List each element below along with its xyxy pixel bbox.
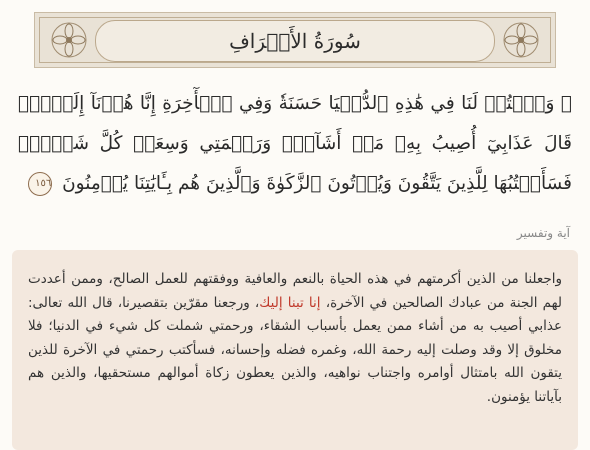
floral-ornament-icon [49, 20, 89, 60]
verse-text: ۞ وَٱكۡتُبۡ لَنَا فِي هَٰذِهِ ٱلدُّنۡيَا حَسَنَةٗ وَفِي ٱلۡأٓخِرَةِ إِنَّا هُدۡنَآ إِلَيۡكَۚ قَالَ عَذَابِيٓ أُصِيبُ بِهِۦ مَنۡ أَشَآءُۖ وَرَحۡمَتِي وَسِعَتۡ كُلَّ شَيۡءٖۚ فَسَأَكۡتُبُهَا لِلَّذِينَ يَتَّقُونَ وَيُؤۡتُونَ ٱلزَّكَوٰةَ وَٱلَّذِينَ هُم بِـَٔايَٰتِنَا يُؤۡمِنُونَ [18, 93, 572, 194]
section-label: آية وتفسير [516, 226, 570, 240]
verse-number-badge: ١٥٦ [28, 172, 52, 196]
quran-verse[interactable] [18, 84, 572, 204]
title-cartouche [95, 20, 495, 62]
tafsir-text-part: واجعلنا من الذين أكرمتهم في هذه الحياة بالنعم والعافية ووفقتهم للعمل الصالح، وممن أعددت لهم الجنة من عبادك الصالحين في الآخرة، [28, 271, 562, 311]
surah-title: سُورَةُ الأَعۡرَافِ [229, 29, 361, 53]
tafsir-text[interactable] [28, 268, 562, 409]
surah-header [34, 12, 556, 68]
tafsir-card [12, 250, 578, 450]
floral-ornament-icon [501, 20, 541, 60]
tafsir-highlight: إنا تبنا إليك [259, 294, 321, 311]
tafsir-text-part: ، ورجعنا مقرّين بتقصيرنا، قال الله تعالى: عذابي أصيب به من أشاء ممن يعمل بأسباب الشقاء، ورحمتي شملت كل شيء في الدنيا؛ فلا مخلوق إلا وقد وصلت إليه رحمة الله، وغمره فضله وإحسانه، فسأكتب رحمتي في الآخرة للذين يتقون الله بامتثال أوامره واجتناب نواهيه، والذين يعطون زكاة أموالهم مستحقيها، والذين هم بآياتنا يؤمنون. [28, 294, 562, 405]
